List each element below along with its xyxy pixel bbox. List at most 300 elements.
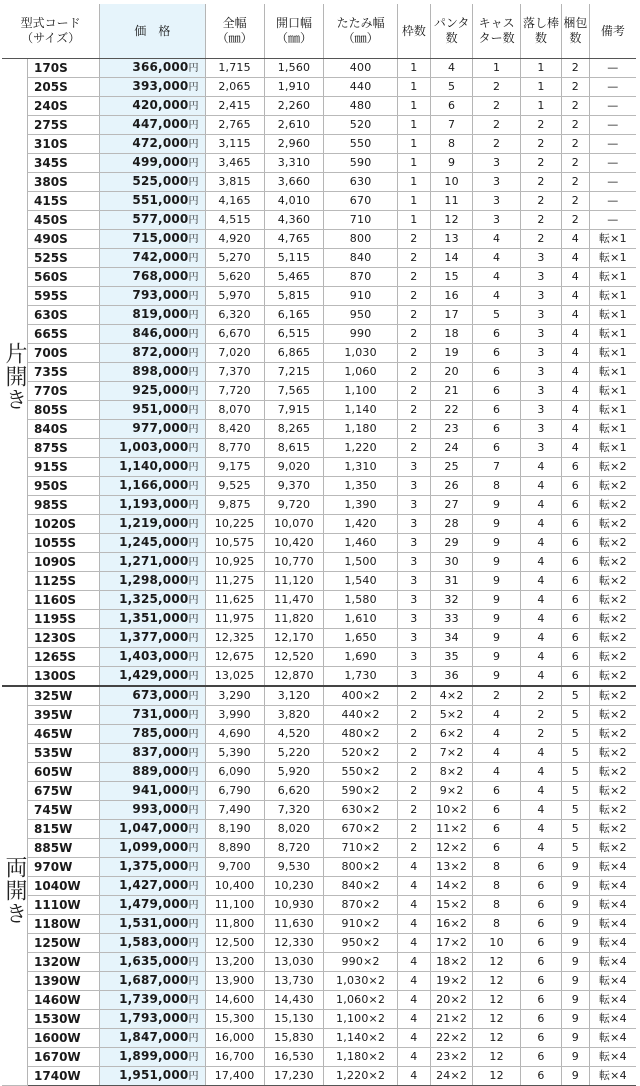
cell-model: 1110W [28, 896, 100, 915]
cell-pantograph: 31 [431, 572, 473, 591]
cell-casters: 4 [473, 268, 521, 287]
table-row [2, 1048, 636, 1067]
cell-drop-bars: 2 [520, 173, 561, 192]
cell-pantograph: 8×2 [431, 763, 473, 782]
table-row [2, 515, 636, 534]
cell-price [100, 953, 205, 972]
cell-total-width: 6,670 [205, 325, 264, 344]
currency-suffix: 円 [188, 1033, 199, 1044]
cell-frames: 3 [397, 496, 430, 515]
cell-opening-width: 2,260 [264, 97, 324, 116]
cell-frames: 4 [397, 972, 430, 991]
table-row [2, 477, 636, 496]
cell-pantograph: 14 [431, 249, 473, 268]
cell-model: 1300S [28, 667, 100, 687]
price-value: 1,429,000 [119, 668, 189, 682]
cell-packages: 4 [562, 249, 590, 268]
cell-price [100, 154, 205, 173]
cell-folded-width: 1,420 [324, 515, 397, 534]
cell-casters: 6 [473, 363, 521, 382]
cell-notes: 転×4 [589, 877, 636, 896]
cell-packages: 9 [562, 953, 590, 972]
cell-price [100, 915, 205, 934]
cell-drop-bars: 2 [520, 211, 561, 230]
cell-pantograph: 13×2 [431, 858, 473, 877]
cell-total-width: 13,025 [205, 667, 264, 687]
cell-drop-bars: 3 [520, 420, 561, 439]
cell-frames: 4 [397, 1048, 430, 1067]
cell-pantograph: 24×2 [431, 1067, 473, 1086]
price-value: 715,000 [132, 231, 189, 245]
cell-packages: 2 [562, 97, 590, 116]
cell-model: 1390W [28, 972, 100, 991]
cell-frames: 1 [397, 97, 430, 116]
cell-total-width: 16,000 [205, 1029, 264, 1048]
cell-model: 840S [28, 420, 100, 439]
table-row [2, 135, 636, 154]
cell-model: 605W [28, 763, 100, 782]
cell-casters: 6 [473, 325, 521, 344]
cell-model: 1530W [28, 1010, 100, 1029]
cell-model: 560S [28, 268, 100, 287]
cell-packages: 4 [562, 401, 590, 420]
currency-suffix: 円 [188, 253, 199, 264]
cell-pantograph: 7 [431, 116, 473, 135]
cell-price [100, 1067, 205, 1086]
cell-notes: 転×2 [589, 782, 636, 801]
cell-total-width: 6,090 [205, 763, 264, 782]
cell-total-width: 4,165 [205, 192, 264, 211]
cell-folded-width: 840×2 [324, 877, 397, 896]
cell-frames: 2 [397, 382, 430, 401]
currency-suffix: 円 [188, 748, 199, 759]
cell-pantograph: 18 [431, 325, 473, 344]
cell-drop-bars: 4 [520, 610, 561, 629]
table-row [2, 420, 636, 439]
cell-folded-width: 800×2 [324, 858, 397, 877]
cell-pantograph: 10×2 [431, 801, 473, 820]
cell-drop-bars: 6 [520, 877, 561, 896]
cell-packages: 6 [562, 496, 590, 515]
category-label: 片開き [2, 59, 28, 687]
cell-price [100, 877, 205, 896]
cell-model: 985S [28, 496, 100, 515]
cell-opening-width: 6,515 [264, 325, 324, 344]
currency-suffix: 円 [188, 881, 199, 892]
cell-drop-bars: 3 [520, 325, 561, 344]
cell-packages: 2 [562, 59, 590, 78]
cell-price [100, 972, 205, 991]
cell-model: 345S [28, 154, 100, 173]
currency-suffix: 円 [188, 291, 199, 302]
cell-pantograph: 4 [431, 59, 473, 78]
cell-total-width: 16,700 [205, 1048, 264, 1067]
cell-price [100, 325, 205, 344]
cell-drop-bars: 4 [520, 667, 561, 687]
cell-total-width: 17,400 [205, 1067, 264, 1086]
cell-pantograph: 4×2 [431, 686, 473, 706]
cell-price [100, 173, 205, 192]
cell-model: 885W [28, 839, 100, 858]
cell-total-width: 11,625 [205, 591, 264, 610]
cell-total-width: 11,100 [205, 896, 264, 915]
table-row [2, 306, 636, 325]
cell-frames: 2 [397, 725, 430, 744]
price-value: 1,403,000 [119, 649, 189, 663]
price-value: 1,193,000 [119, 497, 189, 511]
cell-packages: 5 [562, 744, 590, 763]
cell-notes: — [589, 78, 636, 97]
cell-price [100, 553, 205, 572]
cell-frames: 2 [397, 268, 430, 287]
section-single-opening [2, 59, 636, 687]
price-value: 1,325,000 [119, 592, 189, 606]
cell-model: 1320W [28, 953, 100, 972]
cell-frames: 2 [397, 230, 430, 249]
cell-opening-width: 17,230 [264, 1067, 324, 1086]
section-double-opening [2, 686, 636, 1086]
cell-drop-bars: 2 [520, 135, 561, 154]
cell-folded-width: 950×2 [324, 934, 397, 953]
cell-notes: 転×2 [589, 591, 636, 610]
cell-folded-width: 1,100 [324, 382, 397, 401]
cell-pantograph: 20 [431, 363, 473, 382]
price-value: 925,000 [132, 383, 189, 397]
cell-drop-bars: 4 [520, 744, 561, 763]
price-value: 1,003,000 [119, 440, 189, 454]
cell-casters: 4 [473, 744, 521, 763]
cell-casters: 9 [473, 496, 521, 515]
price-value: 420,000 [132, 98, 189, 112]
cell-notes: 転×4 [589, 934, 636, 953]
cell-pantograph: 17×2 [431, 934, 473, 953]
cell-opening-width: 12,330 [264, 934, 324, 953]
price-value: 872,000 [132, 345, 189, 359]
cell-frames: 2 [397, 820, 430, 839]
cell-total-width: 8,770 [205, 439, 264, 458]
cell-frames: 4 [397, 915, 430, 934]
cell-opening-width: 3,820 [264, 706, 324, 725]
cell-price [100, 782, 205, 801]
header-total-width: 全幅 （㎜） [205, 4, 264, 59]
cell-total-width: 1,715 [205, 59, 264, 78]
currency-suffix: 円 [188, 538, 199, 549]
cell-pantograph: 21 [431, 382, 473, 401]
cell-folded-width: 1,220 [324, 439, 397, 458]
cell-packages: 5 [562, 801, 590, 820]
cell-notes: 転×2 [589, 686, 636, 706]
cell-casters: 2 [473, 116, 521, 135]
cell-casters: 12 [473, 1010, 521, 1029]
cell-notes: 転×2 [589, 572, 636, 591]
currency-suffix: 円 [188, 595, 199, 606]
cell-model: 1230S [28, 629, 100, 648]
cell-notes: 転×2 [589, 744, 636, 763]
cell-opening-width: 10,930 [264, 896, 324, 915]
price-value: 731,000 [132, 707, 189, 721]
currency-suffix: 円 [188, 120, 199, 131]
price-value: 525,000 [132, 174, 189, 188]
cell-packages: 2 [562, 116, 590, 135]
table-row [2, 839, 636, 858]
cell-packages: 6 [562, 648, 590, 667]
cell-total-width: 2,765 [205, 116, 264, 135]
cell-pantograph: 7×2 [431, 744, 473, 763]
cell-packages: 2 [562, 135, 590, 154]
cell-model: 380S [28, 173, 100, 192]
cell-total-width: 13,200 [205, 953, 264, 972]
cell-pantograph: 16 [431, 287, 473, 306]
cell-casters: 6 [473, 820, 521, 839]
price-value: 1,687,000 [119, 973, 189, 987]
cell-model: 875S [28, 439, 100, 458]
currency-suffix: 円 [188, 576, 199, 587]
cell-model: 275S [28, 116, 100, 135]
cell-folded-width: 1,100×2 [324, 1010, 397, 1029]
cell-opening-width: 1,910 [264, 78, 324, 97]
cell-model: 490S [28, 230, 100, 249]
table-row [2, 211, 636, 230]
cell-pantograph: 33 [431, 610, 473, 629]
cell-price [100, 306, 205, 325]
currency-suffix: 円 [188, 786, 199, 797]
cell-notes: 転×2 [589, 515, 636, 534]
table-row [2, 629, 636, 648]
currency-suffix: 円 [188, 652, 199, 663]
cell-notes: 転×1 [589, 306, 636, 325]
cell-casters: 6 [473, 439, 521, 458]
cell-price [100, 211, 205, 230]
cell-packages: 9 [562, 991, 590, 1010]
cell-opening-width: 15,130 [264, 1010, 324, 1029]
cell-price [100, 496, 205, 515]
cell-model: 735S [28, 363, 100, 382]
cell-packages: 5 [562, 782, 590, 801]
cell-notes: 転×2 [589, 458, 636, 477]
currency-suffix: 円 [188, 215, 199, 226]
cell-pantograph: 25 [431, 458, 473, 477]
cell-folded-width: 1,690 [324, 648, 397, 667]
cell-packages: 2 [562, 192, 590, 211]
cell-model: 310S [28, 135, 100, 154]
cell-frames: 4 [397, 1067, 430, 1086]
price-value: 1,351,000 [119, 611, 189, 625]
cell-opening-width: 7,565 [264, 382, 324, 401]
cell-drop-bars: 2 [520, 192, 561, 211]
cell-packages: 9 [562, 858, 590, 877]
table-row [2, 972, 636, 991]
cell-price [100, 382, 205, 401]
cell-price [100, 192, 205, 211]
cell-opening-width: 8,720 [264, 839, 324, 858]
price-value: 793,000 [132, 288, 189, 302]
cell-folded-width: 1,460 [324, 534, 397, 553]
cell-notes: — [589, 173, 636, 192]
cell-model: 1460W [28, 991, 100, 1010]
currency-suffix: 円 [188, 995, 199, 1006]
cell-casters: 5 [473, 306, 521, 325]
cell-opening-width: 10,070 [264, 515, 324, 534]
price-value: 551,000 [132, 193, 189, 207]
cell-casters: 9 [473, 572, 521, 591]
cell-opening-width: 3,310 [264, 154, 324, 173]
cell-pantograph: 14×2 [431, 877, 473, 896]
cell-price [100, 648, 205, 667]
table-row [2, 820, 636, 839]
cell-notes: 転×1 [589, 439, 636, 458]
cell-casters: 4 [473, 287, 521, 306]
price-value: 977,000 [132, 421, 189, 435]
cell-packages: 9 [562, 1010, 590, 1029]
cell-casters: 8 [473, 915, 521, 934]
currency-suffix: 円 [188, 900, 199, 911]
cell-frames: 2 [397, 439, 430, 458]
cell-casters: 9 [473, 648, 521, 667]
cell-notes: 転×1 [589, 401, 636, 420]
cell-casters: 3 [473, 173, 521, 192]
cell-drop-bars: 2 [520, 230, 561, 249]
cell-total-width: 8,420 [205, 420, 264, 439]
table-row [2, 934, 636, 953]
cell-price [100, 116, 205, 135]
cell-price [100, 706, 205, 725]
cell-packages: 9 [562, 1067, 590, 1086]
cell-pantograph: 10 [431, 173, 473, 192]
table-row [2, 116, 636, 135]
cell-frames: 3 [397, 458, 430, 477]
cell-frames: 3 [397, 667, 430, 687]
cell-price [100, 934, 205, 953]
cell-opening-width: 7,320 [264, 801, 324, 820]
cell-frames: 4 [397, 991, 430, 1010]
cell-total-width: 11,800 [205, 915, 264, 934]
cell-drop-bars: 1 [520, 59, 561, 78]
cell-model: 1670W [28, 1048, 100, 1067]
cell-total-width: 10,225 [205, 515, 264, 534]
cell-folded-width: 870 [324, 268, 397, 287]
cell-pantograph: 5 [431, 78, 473, 97]
cell-casters: 6 [473, 782, 521, 801]
currency-suffix: 円 [188, 500, 199, 511]
price-table [2, 4, 636, 1086]
cell-packages: 6 [562, 515, 590, 534]
cell-total-width: 7,720 [205, 382, 264, 401]
cell-notes: 転×4 [589, 858, 636, 877]
cell-folded-width: 630×2 [324, 801, 397, 820]
table-row [2, 382, 636, 401]
currency-suffix: 円 [188, 691, 199, 702]
cell-packages: 2 [562, 154, 590, 173]
cell-notes: — [589, 97, 636, 116]
cell-total-width: 8,890 [205, 839, 264, 858]
cell-folded-width: 1,140×2 [324, 1029, 397, 1048]
cell-pantograph: 30 [431, 553, 473, 572]
table-row [2, 97, 636, 116]
cell-packages: 6 [562, 458, 590, 477]
cell-drop-bars: 4 [520, 591, 561, 610]
currency-suffix: 円 [188, 443, 199, 454]
cell-notes: 転×2 [589, 648, 636, 667]
price-value: 1,899,000 [119, 1049, 189, 1063]
cell-price [100, 458, 205, 477]
cell-total-width: 7,370 [205, 363, 264, 382]
currency-suffix: 円 [188, 139, 199, 150]
cell-casters: 9 [473, 553, 521, 572]
table-row [2, 534, 636, 553]
cell-opening-width: 16,530 [264, 1048, 324, 1067]
cell-frames: 3 [397, 610, 430, 629]
cell-casters: 9 [473, 534, 521, 553]
cell-folded-width: 440×2 [324, 706, 397, 725]
cell-drop-bars: 2 [520, 725, 561, 744]
price-value: 393,000 [132, 79, 189, 93]
price-value: 366,000 [132, 60, 189, 74]
cell-pantograph: 19 [431, 344, 473, 363]
cell-price [100, 896, 205, 915]
cell-casters: 9 [473, 629, 521, 648]
cell-drop-bars: 2 [520, 116, 561, 135]
table-row [2, 249, 636, 268]
cell-folded-width: 1,650 [324, 629, 397, 648]
cell-folded-width: 1,220×2 [324, 1067, 397, 1086]
currency-suffix: 円 [188, 919, 199, 930]
cell-pantograph: 22×2 [431, 1029, 473, 1048]
cell-model: 1090S [28, 553, 100, 572]
cell-folded-width: 1,580 [324, 591, 397, 610]
cell-notes: — [589, 154, 636, 173]
cell-notes: 転×4 [589, 991, 636, 1010]
currency-suffix: 円 [188, 367, 199, 378]
cell-price [100, 763, 205, 782]
price-value: 993,000 [132, 802, 189, 816]
cell-opening-width: 8,265 [264, 420, 324, 439]
cell-casters: 12 [473, 972, 521, 991]
currency-suffix: 円 [188, 424, 199, 435]
cell-total-width: 14,600 [205, 991, 264, 1010]
cell-notes: 転×2 [589, 706, 636, 725]
cell-folded-width: 800 [324, 230, 397, 249]
cell-pantograph: 15×2 [431, 896, 473, 915]
cell-frames: 4 [397, 1029, 430, 1048]
cell-opening-width: 15,830 [264, 1029, 324, 1048]
price-value: 1,479,000 [119, 897, 189, 911]
cell-model: 1265S [28, 648, 100, 667]
cell-pantograph: 17 [431, 306, 473, 325]
cell-frames: 2 [397, 325, 430, 344]
cell-pantograph: 5×2 [431, 706, 473, 725]
cell-drop-bars: 1 [520, 78, 561, 97]
cell-pantograph: 24 [431, 439, 473, 458]
currency-suffix: 円 [188, 519, 199, 530]
currency-suffix: 円 [188, 196, 199, 207]
cell-opening-width: 10,420 [264, 534, 324, 553]
cell-price [100, 78, 205, 97]
cell-drop-bars: 6 [520, 1067, 561, 1086]
cell-folded-width: 910 [324, 287, 397, 306]
cell-drop-bars: 2 [520, 154, 561, 173]
cell-casters: 4 [473, 230, 521, 249]
cell-opening-width: 11,120 [264, 572, 324, 591]
cell-casters: 6 [473, 420, 521, 439]
cell-notes: 転×1 [589, 325, 636, 344]
cell-total-width: 3,290 [205, 686, 264, 706]
cell-notes: 転×4 [589, 972, 636, 991]
header-packages: 梱包 数 [562, 4, 590, 59]
cell-frames: 2 [397, 744, 430, 763]
cell-casters: 2 [473, 97, 521, 116]
cell-price [100, 401, 205, 420]
cell-pantograph: 28 [431, 515, 473, 534]
